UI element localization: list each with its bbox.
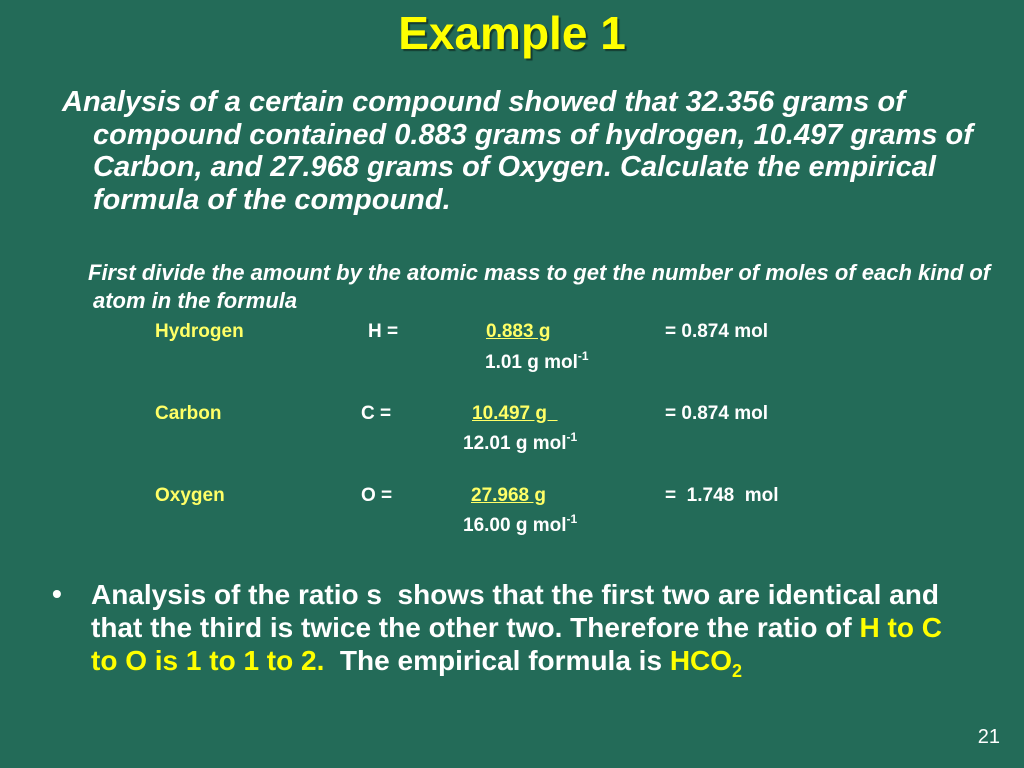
element-symbol-oxygen: O = — [361, 485, 393, 506]
element-name-oxygen: Oxygen — [155, 485, 225, 506]
empirical-formula: $HCO_2$ — [669, 645, 743, 681]
conclusion-text: Analysis of the ratio s shows that the first two are identical and that the third is twice the other two. Therefore the ratio of H to C to O is 1 to 1 to 2. The empirical formula is $HCO_2$ — [91, 579, 947, 681]
result-hydrogen: = 0.874 mol — [665, 321, 768, 342]
denominator-oxygen: 16.00 g mol$^{-1}$ — [463, 512, 578, 536]
numerator-hydrogen: 0.883 g — [486, 321, 551, 342]
problem-statement: Analysis of a certain compound showed that 32.356 grams of compound contained 0.883 grams of hydrogen, 10.497 grams of Carbon, and 27.968 grams of Oxygen. Calculate the empirical formula of the compound. — [62, 86, 973, 216]
slide-title: Example 1 — [398, 7, 626, 59]
element-symbol-hydrogen: H = — [368, 321, 399, 342]
element-name-carbon: Carbon — [155, 403, 222, 424]
numerator-oxygen: 27.968 g — [471, 485, 546, 506]
result-carbon: = 0.874 mol — [665, 403, 768, 424]
element-name-hydrogen: Hydrogen — [155, 321, 244, 342]
ratio-highlight: H to C to O is 1 to 1 to 2. — [91, 612, 942, 676]
denominator-hydrogen: 1.01 g mol$^{-1}$ — [485, 349, 589, 373]
denominator-carbon: 12.01 g mol$^{-1}$ — [463, 430, 578, 454]
bullet-marker: • — [52, 578, 62, 609]
element-symbol-carbon: C = — [361, 403, 392, 424]
result-oxygen: = 1.748 mol — [665, 485, 779, 506]
numerator-carbon: 10.497 g — [472, 403, 558, 424]
page-number: 21 — [977, 726, 1000, 748]
instruction-text: First divide the amount by the atomic mass to get the number of moles of each kind of atom in the formula — [88, 260, 991, 313]
